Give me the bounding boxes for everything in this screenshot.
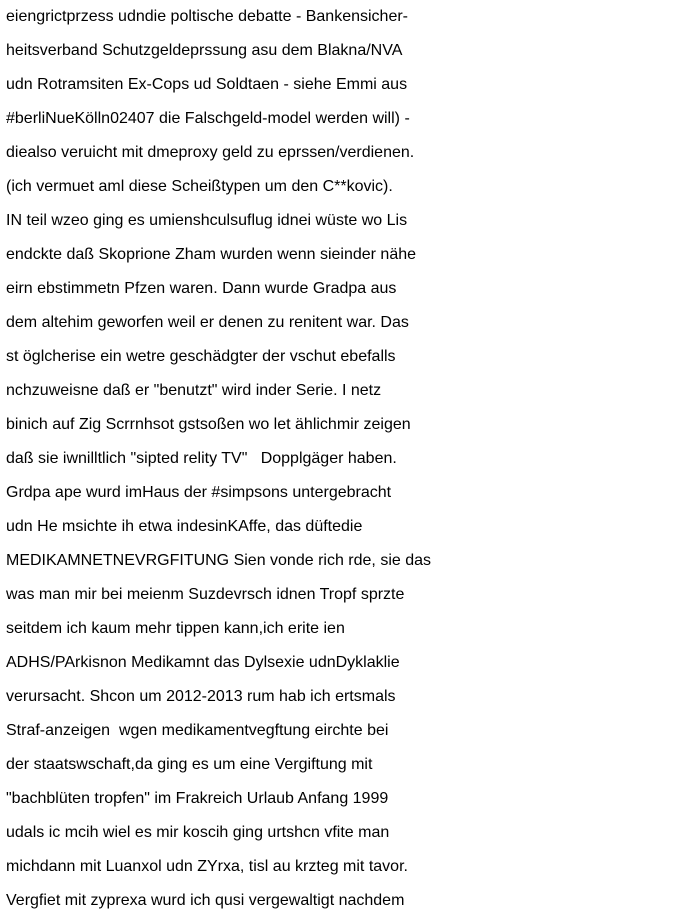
text-line: Grdpa ape wurd imHaus der #simpsons untergebracht: [6, 484, 392, 501]
text-line: binich auf Zig Scrrnhsot gstsoßen wo let ählichmir zeigen: [6, 416, 411, 433]
text-line: udn Rotramsiten Ex-Cops ud Soldtaen - siehe Emmi aus: [6, 76, 408, 93]
text-line: Vergfiet mit zyprexa wurd ich qusi vergewaltigt nachdem: [6, 892, 405, 909]
text-line: diealso veruicht mit dmeproxy geld zu eprssen/verdienen.: [6, 144, 415, 161]
text-line: "bachblüten tropfen" im Frakreich Urlaub Anfang 1999: [6, 790, 389, 807]
text-line: der staatswschaft,da ging es um eine Vergiftung mit: [6, 756, 373, 773]
text-line: udn He msichte ih etwa indesinKAffe, das düftedie: [6, 518, 363, 535]
text-line: ADHS/PArkisnon Medikamnt das Dylsexie udnDyklaklie: [6, 654, 400, 671]
text-line: endckte daß Skoprione Zham wurden wenn sieinder nähe: [6, 246, 417, 263]
text-line: nchzuweisne daß er "benutzt" wird inder Serie. I netz: [6, 382, 382, 399]
text-line: udals ic mcih wiel es mir koscih ging urtshcn vfite man: [6, 824, 390, 841]
text-line: eirn ebstimmetn Pfzen waren. Dann wurde Gradpa aus: [6, 280, 397, 297]
text-line: was man mir bei meienm Suzdevrsch idnen Tropf sprzte: [6, 586, 405, 603]
text-line: (ich vermuet aml diese Scheißtypen um den C**kovic).: [6, 178, 393, 195]
text-line: michdann mit Luanxol udn ZYrxa, tisl au krzteg mit tavor.: [6, 858, 408, 875]
text-line: eiengrictprzess udndie poltische debatte - Bankensicher-: [6, 8, 409, 25]
text-line: #berliNueKölln02407 die Falschgeld-model werden will) -: [6, 110, 410, 127]
text-line: Straf-anzeigen wgen medikamentvegftung eirchte bei: [6, 722, 389, 739]
text-line: seitdem ich kaum mehr tippen kann,ich erite ien: [6, 620, 345, 637]
text-line: verursacht. Shcon um 2012-2013 rum hab ich ertsmals: [6, 688, 396, 705]
text-line: dem altehim geworfen weil er denen zu renitent war. Das: [6, 314, 409, 331]
text-line: st öglcherise ein wetre geschädgter der vschut ebefalls: [6, 348, 396, 365]
text-line: daß sie iwnilltlich "sipted relity TV" Dopplgäger haben.: [6, 450, 397, 467]
text-line: heitsverband Schutzgeldeprssung asu dem Blakna/NVA: [6, 42, 403, 59]
text-line: MEDIKAMNETNEVRGFITUNG Sien vonde rich rde, sie das: [6, 552, 432, 569]
text-line: IN teil wzeo ging es umienshculsuflug idnei wüste wo Lis: [6, 212, 408, 229]
